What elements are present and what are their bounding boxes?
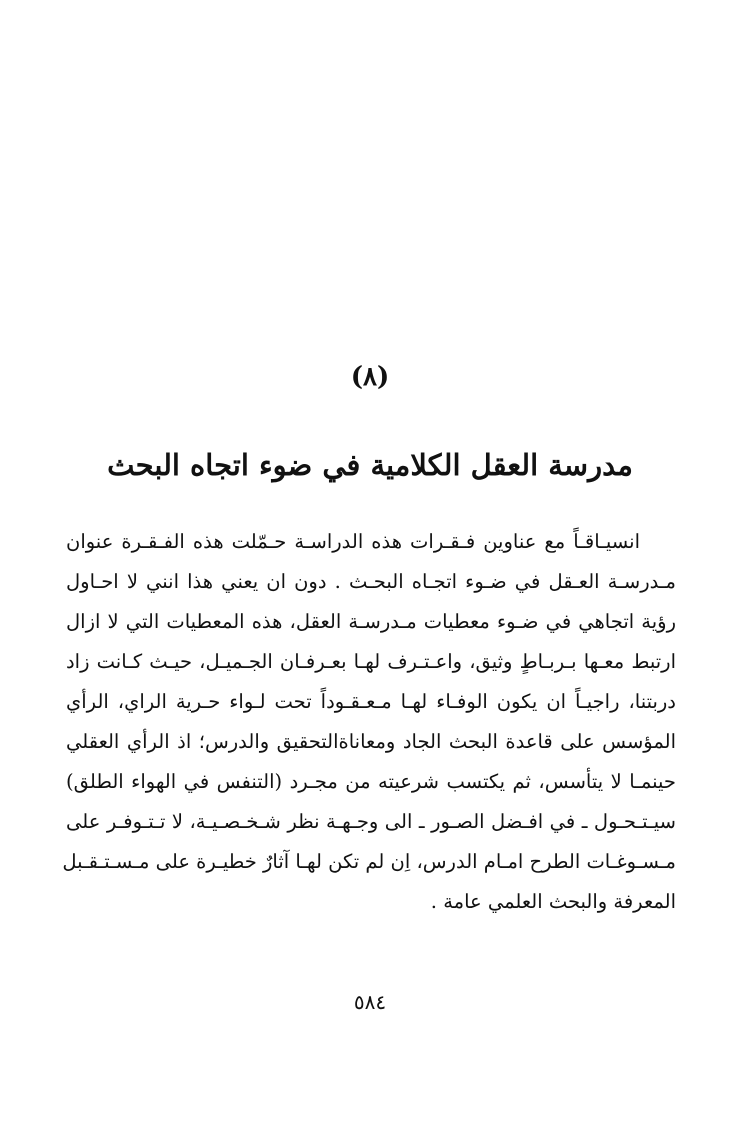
paragraph-line: ارتبط معـها بـربـاطٍ وثيق، واعـتـرف لهـا بعـرفـان الجـميـل، حيـث كـانت زاد <box>66 650 676 673</box>
chapter-title: مدرسة العقل الكلامية في ضوء اتجاه البحث <box>107 448 633 482</box>
paragraph-line: حينمـا لا يتأسس، ثم يكتسب شرعيته من مجـرد (التنفس في الهواء الطلق) <box>66 770 676 793</box>
paragraph-line: المؤسس على قاعدة البحث الجاد ومعاناةالتحقيق والدرس؛ اذ الرأي العقلي <box>66 730 676 753</box>
chapter-number: (٨) <box>350 362 390 392</box>
paragraph-line: مـسـوغـات الطرح امـام الدرس، اِن لم تكن لهـا آثارٌ خطيـرة على مـسـتـقـبل <box>62 850 676 873</box>
paragraph-line: مـدرسـة العـقل في ضـوء اتجـاه البحـث . دون ان يعني هذا انني لا احـاول <box>66 570 676 593</box>
paragraph-line: انسيـاقـاً مع عناوين فـقـرات هذه الدراسـة حـمّلت هذه الفـقـرة عنوان <box>66 530 640 553</box>
paragraph-line: رؤية اتجاهي في ضـوء معطيات مـدرسـة العقل، هذه المعطيات التي لا ازال <box>66 610 676 633</box>
body-paragraph <box>62 522 676 922</box>
page-number: ٥٨٤ <box>353 990 387 1014</box>
paragraph-line: المعرفة والبحث العلمي عامة . <box>430 890 676 913</box>
paragraph-line: سيـتـحـول ـ في افـضل الصـور ـ الى وجـهـة نظر شـخـصـيـة، لا تـتـوفـر على <box>66 810 676 833</box>
paragraph-line: دربتنا، راجيـاً ان يكون الوفـاء لهـا مـعـقـوداً تحت لـواء حـرية الراي، الرأي <box>66 690 676 713</box>
